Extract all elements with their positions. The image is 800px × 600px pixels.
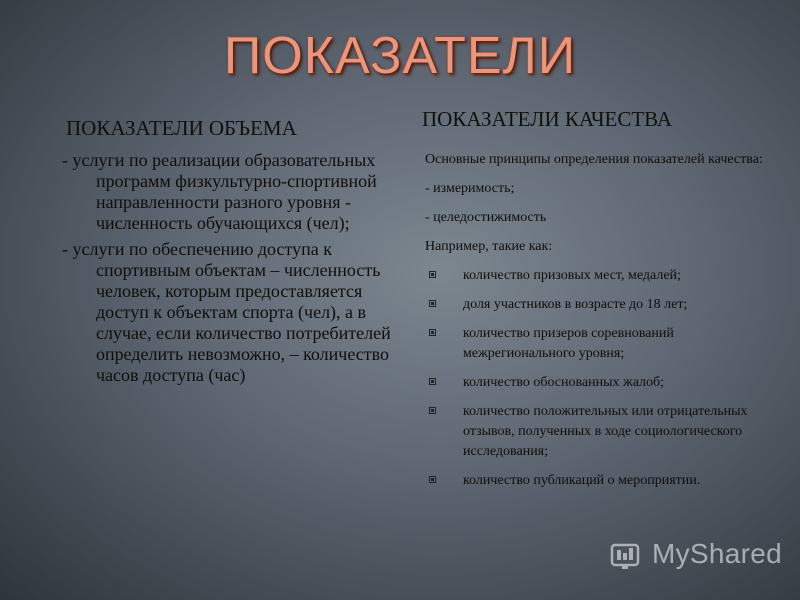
square-bullet-icon bbox=[429, 476, 436, 483]
myshared-logo-icon bbox=[608, 537, 644, 571]
square-bullet-icon bbox=[429, 271, 436, 278]
square-bullet-icon bbox=[429, 329, 436, 336]
list-item-text: доля участников в возрасте до 18 лет; bbox=[463, 297, 688, 312]
list-item bbox=[425, 402, 765, 462]
list-item bbox=[425, 266, 765, 286]
list-item-text: количество обоснованных жалоб; bbox=[463, 375, 665, 390]
quality-examples-list bbox=[425, 266, 765, 491]
volume-paragraph: - услуги по реализации образовательных программ физкультурно-спортивной направленности разного уровня - численность обучающихся (чел); bbox=[62, 150, 377, 233]
volume-indicators-body bbox=[62, 150, 392, 391]
volume-indicators-heading: ПОКАЗАТЕЛИ ОБЪЕМА bbox=[66, 116, 297, 140]
quality-indicators-heading: ПОКАЗАТЕЛИ КАЧЕСТВА bbox=[422, 107, 673, 131]
principle-item: - целедостижимость bbox=[425, 210, 547, 225]
list-item bbox=[425, 295, 765, 315]
list-item-text: количество призовых мест, медалей; bbox=[463, 268, 681, 283]
principle-item: - измеримость; bbox=[425, 181, 515, 196]
example-intro: Например, такие как: bbox=[425, 239, 553, 254]
square-bullet-icon bbox=[429, 378, 436, 385]
list-item bbox=[425, 324, 765, 364]
watermark-text: MyShared bbox=[652, 538, 783, 569]
list-item-text: количество призеров соревнований межрегионального уровня; bbox=[463, 326, 674, 361]
quality-principles-intro: Основные принципы определения показателей качества: bbox=[425, 152, 763, 167]
list-item bbox=[425, 373, 765, 393]
quality-indicators-body bbox=[425, 150, 765, 500]
square-bullet-icon bbox=[429, 407, 436, 414]
list-item bbox=[425, 471, 765, 491]
list-item-text: количество положительных или отрицательных отзывов, полученных в ходе социологического исследования; bbox=[463, 404, 748, 459]
square-bullet-icon bbox=[429, 300, 436, 307]
list-item-text: количество публикаций о мероприятии. bbox=[463, 473, 701, 488]
myshared-watermark bbox=[608, 534, 782, 574]
volume-paragraph: - услуги по обеспечению доступа к спортивным объектам – численность человек, которым предоставляется доступ к объектам спорта (чел), а в случае, если количество потребителей определить невозможно, – количество часов доступа (час) bbox=[62, 239, 391, 385]
slide-title: ПОКАЗАТЕЛИ bbox=[223, 27, 577, 85]
